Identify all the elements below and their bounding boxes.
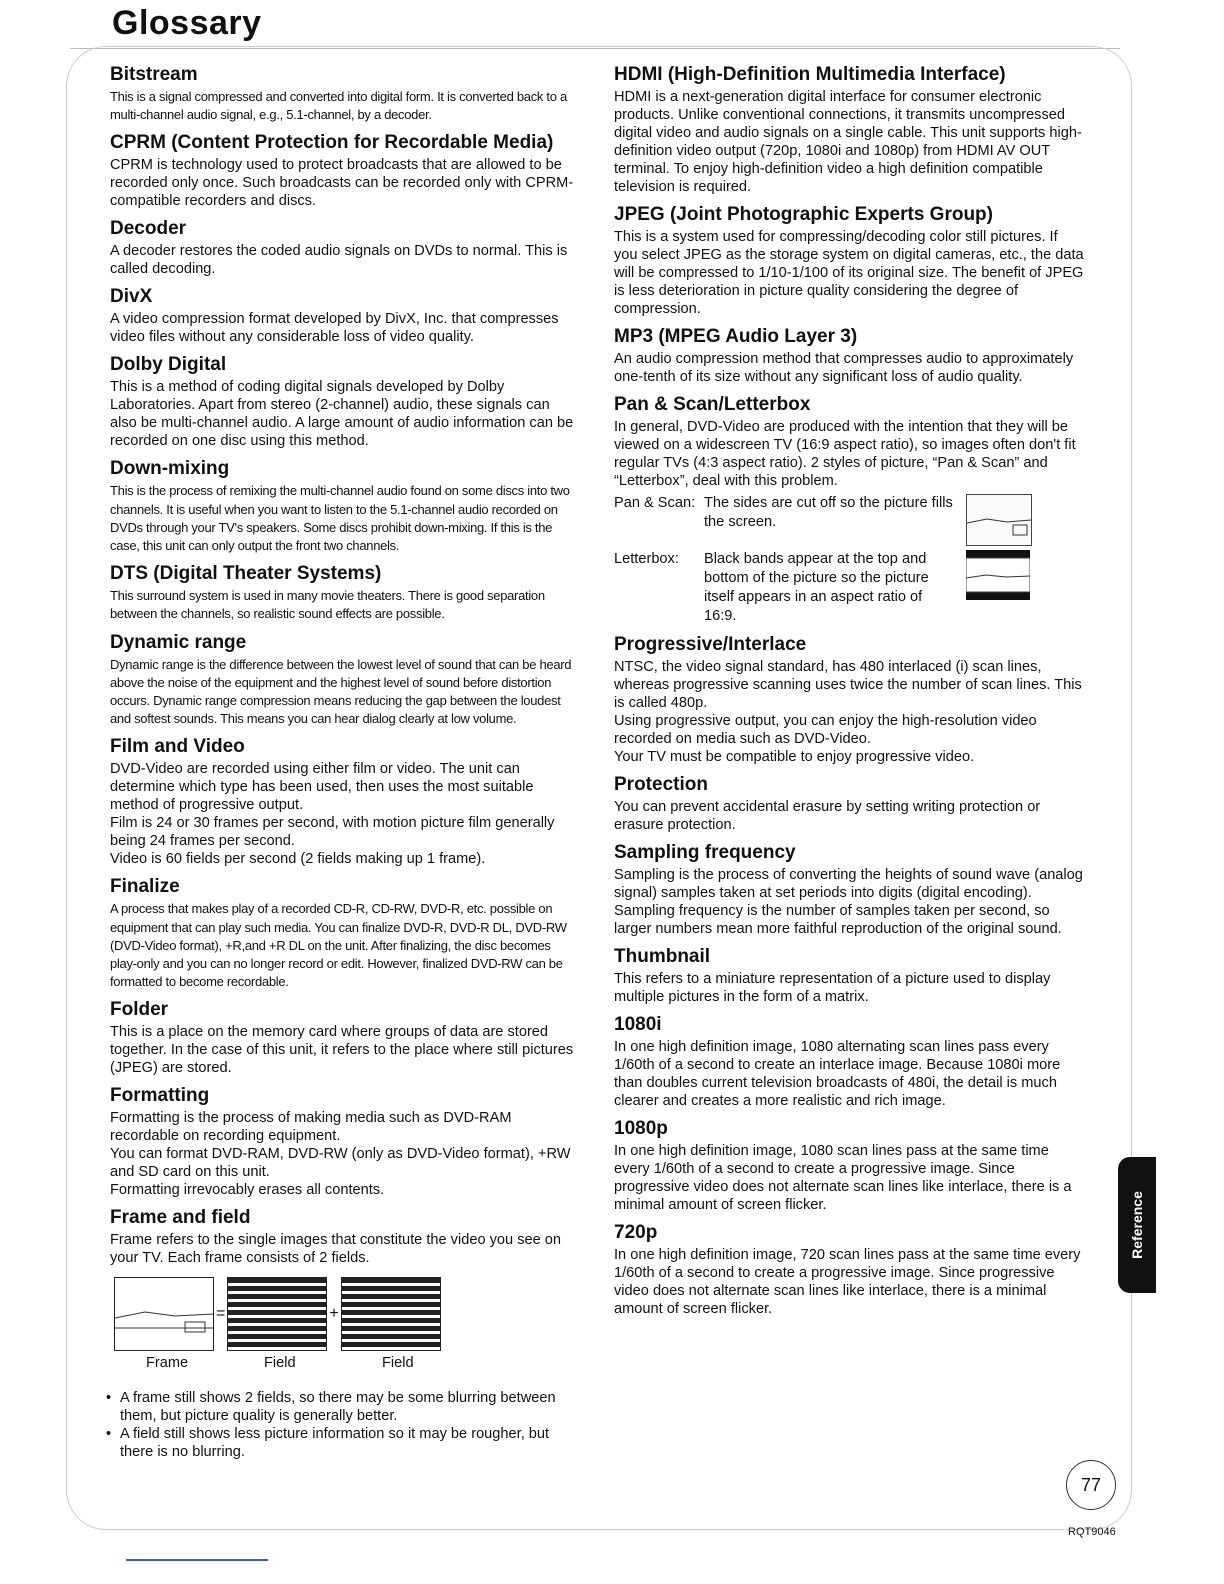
glossary-entry xyxy=(614,774,1084,834)
pan-scan-label: Pan & Scan: xyxy=(614,495,696,511)
glossary-entry xyxy=(614,634,1084,766)
entry-term: Formatting xyxy=(110,1085,210,1107)
entry-def: This refers to a miniature representation of a picture used to display multiple pictures in the form of a matrix. xyxy=(614,971,1051,1005)
glossary-entry xyxy=(614,204,1084,318)
entry-def: HDMI is a next-generation digital interface for consumer electronic products. Unlike conventional connections, it transmits uncompressed digital video and audio signals on a single cable. This unit supports high-definition video output (720p, 1080i and 1080p) from HDMI AV OUT terminal. To enjoy high-definition video a high definition compatible television is required. xyxy=(614,89,1082,195)
glossary-entry xyxy=(110,354,580,450)
entry-term: Folder xyxy=(110,999,169,1021)
glossary-entry xyxy=(110,632,580,729)
document-code: RQT9046 xyxy=(1068,1526,1116,1538)
entry-term: DTS (Digital Theater Systems) xyxy=(110,563,382,585)
entry-term: MP3 (MPEG Audio Layer 3) xyxy=(614,326,858,347)
entry-def: This is a place on the memory card where groups of data are stored together. In the case of this unit, it refers to the place where still pictures (JPEG) are stored. xyxy=(110,1024,574,1077)
plus-sign: + xyxy=(329,1305,339,1323)
glossary-entry xyxy=(110,218,580,278)
right-column xyxy=(614,64,1084,1326)
entry-def: DVD-Video are recorded using either film or video. The unit can determine which type has been used, then uses the most suitable method of progressive output. Film is 24 or 30 frames per second, with motion picture film generally being 24 frames per second. Video is 60 fields per second (2 fields making up 1 frame). xyxy=(110,761,555,868)
glossary-entry xyxy=(110,736,580,868)
glossary-entry xyxy=(614,326,1084,386)
entry-def: Sampling is the process of converting the heights of sound wave (analog signal) samples taken at set periods into digits (digital encoding). Sampling frequency is the number of samples taken per second, so larger numbers mean more faithful reproduction of the original sound. xyxy=(614,867,1083,937)
entry-term: Pan & Scan/Letterbox xyxy=(614,394,811,415)
entry-def: In one high definition image, 1080 scan lines pass at the same time every 1/60th of a second to create a progressive image. Since progressive video does not alternate scan lines like interlace, there is a minimal amount of screen flicker. xyxy=(614,1143,1072,1213)
letterbox-thumbnail xyxy=(966,550,1030,600)
glossary-entry xyxy=(614,842,1084,938)
entry-def: An audio compression method that compresses audio to approximately one-tenth of its size without any significant loss of audio quality. xyxy=(614,351,1074,385)
entry-term: 720p xyxy=(614,1222,658,1243)
entry-def: In one high definition image, 1080 alternating scan lines pass every 1/60th of a second to create an interlace image. Because 1080i more than doubles current television broadcasts of 480i, the detail is much clearer and creates a more realistic and rich image. xyxy=(614,1039,1061,1109)
left-column xyxy=(110,64,580,1461)
bridge-scene-icon xyxy=(115,1278,213,1350)
entry-term: Frame and field xyxy=(110,1207,251,1229)
entry-term: 1080p xyxy=(614,1118,668,1139)
glossary-entry xyxy=(614,1014,1084,1110)
pan-scan-thumbnail xyxy=(966,494,1032,546)
entry-def: This is a system used for compressing/decoding color still pictures. If you select JPEG as the storage system on digital cameras, etc., the data will be compressed to 1/10-1/100 of its original size. The benefit of JPEG is less deterioration in picture quality considering the degree of compression. xyxy=(614,229,1084,317)
frame-image xyxy=(114,1277,214,1351)
bullet-item: • A field still shows less picture information so it may be rougher, but there is no blurring. xyxy=(110,1425,580,1461)
frame-captions xyxy=(146,1355,580,1371)
field-image-1 xyxy=(227,1277,327,1351)
letterbox-text: Black bands appear at the top and bottom of the picture so the picture itself appears in an aspect ratio of 16:9. xyxy=(704,551,929,624)
glossary-entry xyxy=(614,946,1084,1006)
entry-def: Formatting is the process of making media such as DVD-RAM recordable on recording equipment. You can format DVD-RAM, DVD-RW (only as DVD-Video format), +RW and SD card on this unit. Formatting irrevocably erases all contents. xyxy=(110,1110,571,1199)
entry-def: A video compression format developed by DivX, Inc. that compresses video files without any considerable loss of video quality. xyxy=(110,311,559,346)
entry-term: HDMI (High-Definition Multimedia Interface) xyxy=(614,64,1006,85)
caption-field: Field xyxy=(264,1355,296,1372)
page-number: 77 xyxy=(1066,1460,1116,1510)
entry-term: Finalize xyxy=(110,876,180,898)
entry-def: In one high definition image, 720 scan lines pass at the same time every 1/60th of a second to create a progressive image. Since progressive video does not alternate scan lines like interlace, there is a minimal amount of screen flicker. xyxy=(614,1247,1081,1317)
equals-sign: = xyxy=(216,1305,226,1323)
entry-term: Dolby Digital xyxy=(110,354,227,376)
entry-term: Progressive/Interlace xyxy=(614,634,807,655)
glossary-entry xyxy=(614,1222,1084,1318)
glossary-entry xyxy=(110,458,580,555)
entry-def: CPRM is technology used to protect broadcasts that are allowed to be recorded only once. Such broadcasts can be recorded only with CPRM-compatible recorders and discs. xyxy=(110,157,574,210)
glossary-entry xyxy=(110,1207,580,1267)
entry-term: Dynamic range xyxy=(110,631,247,653)
entry-def: A process that makes play of a recorded CD-R, CD-RW, DVD-R, etc. possible on equipment that can play such media. You can finalize DVD-R, DVD-R DL, DVD-RW (DVD-Video format), +R,and +R DL on the unit. After finalizing, the disc becomes play-only and you can no longer record or edit. However, finalized DVD-RW can be formatted to become recordable. xyxy=(110,901,567,990)
letterbox-row xyxy=(614,550,1084,626)
entry-def: This is a signal compressed and converted into digital form. It is converted back to a multi-channel audio signal, e.g., 5.1-channel, by a decoder. xyxy=(110,89,567,123)
caption-frame: Frame xyxy=(146,1355,189,1372)
entry-def: This is the process of remixing the multi-channel audio found on some discs into two channels. It is useful when you want to listen to the 5.1-channel audio recorded on DVDs through your TV's speakers. Some discs prohibit down-mixing. If this is the case, this unit can only output the front two channels. xyxy=(110,483,570,554)
field-image-2 xyxy=(341,1277,441,1351)
bottom-link-line xyxy=(126,1559,268,1561)
glossary-entry xyxy=(110,64,580,124)
glossary-entry xyxy=(614,64,1084,196)
glossary-entry xyxy=(110,1085,580,1199)
entry-term: Down-mixing xyxy=(110,458,230,480)
caption-field: Field xyxy=(382,1355,414,1372)
entry-def: You can prevent accidental erasure by setting writing protection or erasure protection. xyxy=(614,799,1041,833)
glossary-entry xyxy=(110,563,580,623)
entry-term: Thumbnail xyxy=(614,946,711,967)
pan-scan-text: The sides are cut off so the picture fills the screen. xyxy=(704,495,953,530)
glossary-entry xyxy=(110,876,580,991)
entry-term: Bitstream xyxy=(110,64,198,85)
entry-term: JPEG (Joint Photographic Experts Group) xyxy=(614,204,993,225)
glossary-entry xyxy=(110,286,580,346)
entry-def: This is a method of coding digital signals developed by Dolby Laboratories. Apart from stereo (2-channel) audio, these signals can also be multi-channel audio. A large amount of audio information can be recorded on one disc using this method. xyxy=(110,379,574,450)
reference-tab xyxy=(1118,1157,1156,1293)
entry-def: This surround system is used in many movie theaters. There is good separation between the channels, so realistic sound effects are possible. xyxy=(110,588,545,622)
glossary-entry xyxy=(614,394,1084,626)
entry-def: Frame refers to the single images that constitute the video you see on your TV. Each frame consists of 2 fields. xyxy=(110,1232,562,1267)
entry-term: Protection xyxy=(614,774,708,795)
frame-field-illustration xyxy=(114,1277,580,1351)
entry-def: Dynamic range is the difference between the lowest level of sound that can be heard above the noise of the equipment and the highest level of sound before distortion occurs. Dynamic range compression means reducing the gap between the loudest and softest sounds. This means you can hear dialog clearly at low volume. xyxy=(110,656,572,727)
entry-def: In general, DVD-Video are produced with the intention that they will be viewed on a widescreen TV (16:9 aspect ratio), so images often don't fit regular TVs (4:3 aspect ratio). 2 styles of picture, “Pan & Scan” and “Letterbox”, deal with this problem. xyxy=(614,419,1076,489)
letterbox-image-icon xyxy=(966,550,1030,600)
entry-term: Sampling frequency xyxy=(614,842,796,863)
bullet-item: • A frame still shows 2 fields, so there may be some blurring between them, but picture quality is generally better. xyxy=(110,1389,580,1425)
entry-term: Decoder xyxy=(110,218,187,240)
glossary-entry xyxy=(110,132,580,210)
frame-notes xyxy=(110,1389,580,1461)
reference-tab-label: Reference xyxy=(1129,1191,1145,1259)
entry-term: 1080i xyxy=(614,1014,662,1035)
entry-term: Film and Video xyxy=(110,736,245,758)
letterbox-label: Letterbox: xyxy=(614,551,679,567)
entry-def: A decoder restores the coded audio signals on DVDs to normal. This is called decoding. xyxy=(110,243,568,278)
pan-scan-row xyxy=(614,494,1084,546)
glossary-entry xyxy=(110,999,580,1077)
entry-term: CPRM (Content Protection for Recordable Media) xyxy=(110,132,554,154)
glossary-entry xyxy=(614,1118,1084,1214)
page-title: Glossary xyxy=(112,4,262,42)
tv-image-icon xyxy=(967,495,1031,545)
entry-def: NTSC, the video signal standard, has 480 interlaced (i) scan lines, whereas progressive scanning uses twice the number of scan lines. This is called 480p. Using progressive output, you can enjoy the high-resolution video recorded on media such as DVD-Video. Your TV must be compatible to enjoy progressive video. xyxy=(614,659,1082,765)
entry-term: DivX xyxy=(110,286,153,308)
